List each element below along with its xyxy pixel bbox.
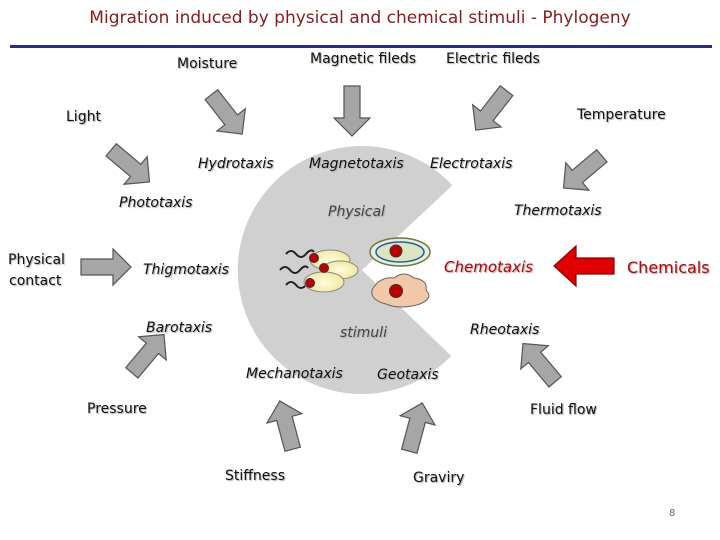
label-magnetic-fields: Magnetic fileds	[310, 51, 417, 67]
arrow-light	[100, 136, 161, 196]
label-electrotaxis: Electrotaxis	[430, 156, 513, 172]
page-number: 8	[669, 508, 676, 519]
label-stimuli-center: stimuli	[340, 325, 387, 341]
arrow-physical-contact	[81, 249, 131, 285]
arrow-magnetic	[334, 86, 370, 136]
arrow-electric	[462, 80, 521, 142]
label-pressure: Pressure	[87, 401, 147, 417]
label-physical-center: Physical	[328, 204, 385, 220]
label-mechanotaxis: Mechanotaxis	[246, 366, 343, 382]
label-stiffness: Stiffness	[225, 468, 285, 484]
label-barotaxis: Barotaxis	[146, 320, 213, 336]
eukaryotic-cells-icon	[370, 238, 430, 307]
label-physical-contact-line2: contact	[9, 273, 62, 289]
arrow-chemicals	[554, 246, 614, 286]
arrow-temperature	[552, 142, 613, 202]
label-electric-fields: Electric fileds	[446, 51, 540, 67]
label-fluid-flow: Fluid flow	[530, 402, 597, 418]
slide-title: Migration induced by physical and chemical stimuli - Phylogeny	[89, 8, 631, 28]
label-moisture: Moisture	[177, 56, 238, 72]
arrow-moisture	[197, 84, 256, 146]
label-light: Light	[66, 109, 101, 125]
arrow-fluid-flow	[509, 332, 569, 393]
label-geotaxis: Geotaxis	[377, 367, 439, 383]
label-thermotaxis: Thermotaxis	[514, 203, 602, 219]
label-gravity: Graviry	[413, 470, 465, 486]
label-magnetotaxis: Magnetotaxis	[309, 156, 404, 172]
label-chemicals: Chemicals	[627, 258, 710, 277]
arrow-gravity	[392, 398, 440, 456]
arrow-stiffness	[262, 396, 310, 454]
label-thigmotaxis: Thigmotaxis	[143, 262, 229, 278]
label-chemotaxis: Chemotaxis	[444, 258, 533, 276]
label-hydrotaxis: Hydrotaxis	[198, 156, 274, 172]
label-rheotaxis: Rheotaxis	[470, 322, 540, 338]
label-temperature: Temperature	[577, 107, 666, 123]
label-phototaxis: Phototaxis	[119, 195, 193, 211]
label-physical-contact-line1: Physical	[8, 252, 65, 268]
